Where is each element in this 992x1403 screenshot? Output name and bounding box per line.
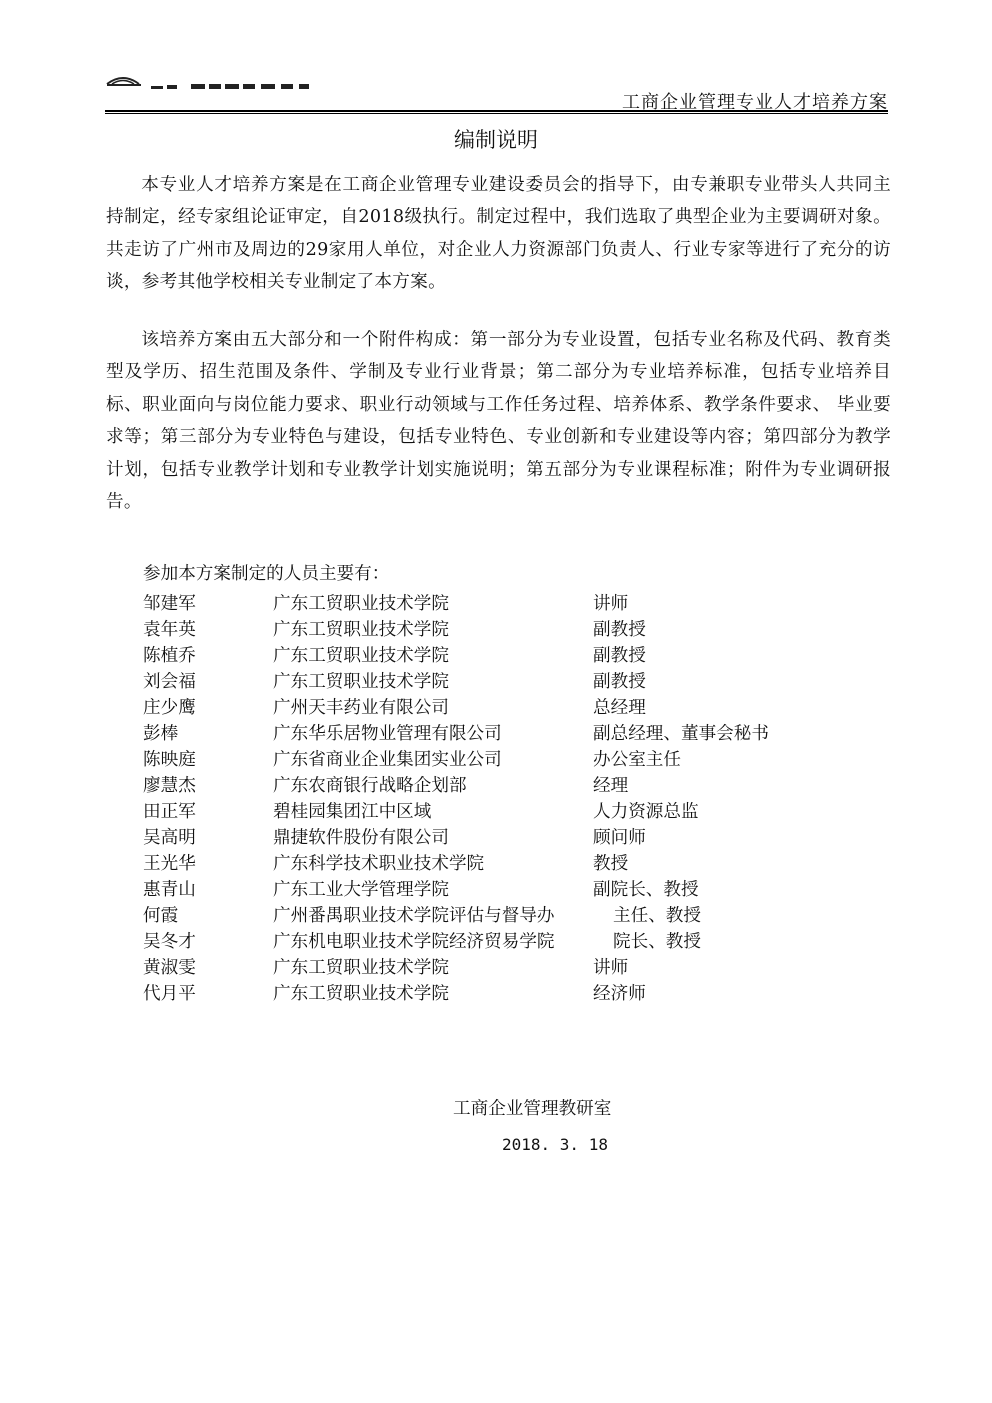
staff-org: 广州番禺职业技术学院评估与督导办: [273, 906, 555, 926]
staff-org: 广东农商银行战略企划部: [273, 776, 467, 796]
staff-org: 鼎捷软件股份有限公司: [273, 828, 449, 848]
staff-name: 王光华: [143, 854, 196, 874]
page-header: [105, 70, 888, 112]
signature-date: 2018. 3. 18: [502, 1135, 608, 1154]
header-divider-thin: [105, 113, 888, 114]
staff-name: 彭棒: [143, 724, 179, 744]
page-title: 编制说明: [454, 128, 538, 152]
staff-name: 田正军: [143, 802, 196, 822]
staff-intro: 参加本方案制定的人员主要有：: [143, 564, 390, 584]
header-divider: [105, 110, 888, 112]
staff-name: 吴高明: [143, 828, 196, 848]
staff-org: 广东工贸职业技术学院: [273, 620, 449, 640]
staff-org: 广州天丰药业有限公司: [273, 698, 449, 718]
staff-title: 顾问师: [593, 828, 646, 848]
header-title: 工商企业管理专业人才培养方案: [622, 92, 888, 113]
staff-org: 广东工业大学管理学院: [273, 880, 449, 900]
staff-title: 副教授: [593, 672, 646, 692]
staff-name: 袁年英: [143, 620, 196, 640]
staff-title: 经济师: [593, 984, 646, 1004]
staff-title: 主任、教授: [613, 906, 701, 926]
staff-org: 广东工贸职业技术学院: [273, 672, 449, 692]
signature-office: 工商企业管理教研室: [453, 1099, 612, 1119]
staff-name: 吴冬才: [143, 932, 196, 952]
staff-title: 人力资源总监: [593, 802, 699, 822]
staff-name: 何霞: [143, 906, 179, 926]
intro-paragraph: 本专业人才培养方案是在工商企业管理专业建设委员会的指导下，由专兼职专业带头人共同主持制定，经专家组论证审定，自2018级执行。制定过程中，我们选取了典型企业为主要调研对象。共走访了广州市及周边的29家用人单位，对企业人力资源部门负责人、行业专家等进行了充分的访谈，参考其他学校相关专业制定了本方案。: [106, 175, 891, 293]
staff-title: 副教授: [593, 620, 646, 640]
staff-title: 副院长、教授: [593, 880, 699, 900]
staff-name: 陈植乔: [143, 646, 196, 666]
staff-name: 惠青山: [143, 880, 196, 900]
staff-title: 教授: [593, 854, 629, 874]
staff-org: 广东华乐居物业管理有限公司: [273, 724, 502, 744]
staff-org: 广东工贸职业技术学院: [273, 594, 449, 614]
staff-title: 讲师: [593, 594, 629, 614]
staff-org: 广东机电职业技术学院经济贸易学院: [273, 932, 555, 952]
school-logo-icon: [105, 72, 315, 94]
staff-title: 院长、教授: [613, 932, 701, 952]
staff-name: 刘会福: [143, 672, 196, 692]
staff-org: 广东省商业企业集团实业公司: [273, 750, 502, 770]
staff-title: 副教授: [593, 646, 646, 666]
staff-name: 黄淑雯: [143, 958, 196, 978]
staff-org: 广东工贸职业技术学院: [273, 984, 449, 1004]
staff-name: 邹建军: [143, 594, 196, 614]
staff-org: 广东工贸职业技术学院: [273, 646, 449, 666]
staff-title: 经理: [593, 776, 629, 796]
staff-org: 广东科学技术职业技术学院: [273, 854, 485, 874]
staff-org: 碧桂园集团江中区域: [273, 802, 432, 822]
structure-paragraph: 该培养方案由五大部分和一个附件构成：第一部分为专业设置，包括专业名称及代码、教育类型及学历、招生范围及条件、学制及专业行业背景；第二部分为专业培养标准，包括专业培养目标、职业面向与岗位能力要求、职业行动领域与工作任务过程、培养体系、教学条件要求、 毕业要求等；第三部分为专业特色与建设，包括专业特色、专业创新和专业建设等内容；第四部分为教学计划，包括专业教学计划和专业教学计划实施说明；第五部分为专业课程标准；附件为专业调研报告。: [106, 330, 891, 513]
staff-org: 广东工贸职业技术学院: [273, 958, 449, 978]
staff-title: 讲师: [593, 958, 629, 978]
staff-title: 总经理: [593, 698, 646, 718]
staff-name: 代月平: [143, 984, 196, 1004]
staff-title: 办公室主任: [593, 750, 681, 770]
staff-name: 陈映庭: [143, 750, 196, 770]
staff-title: 副总经理、董事会秘书: [593, 724, 769, 744]
staff-name: 廖慧杰: [143, 776, 196, 796]
staff-name: 庄少鹰: [143, 698, 196, 718]
